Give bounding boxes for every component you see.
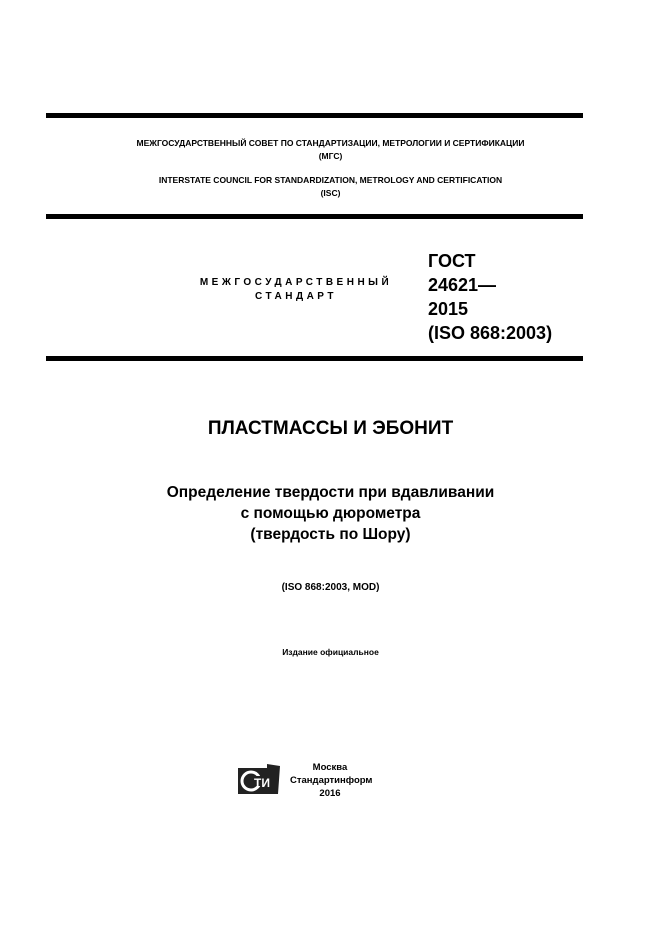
edition-label: Издание официальное bbox=[282, 647, 379, 657]
document-subtitle bbox=[0, 482, 661, 545]
iso-reference: (ISO 868:2003, MOD) bbox=[281, 582, 380, 593]
subtitle-line1: Определение твердости при вдавливании bbox=[166, 484, 495, 501]
designation-line4: (ISO 868:2003) bbox=[428, 323, 553, 343]
bottom-rule bbox=[46, 356, 583, 361]
publisher-info bbox=[290, 761, 373, 800]
council-en-abbr: (ISC) bbox=[320, 188, 341, 198]
designation-line2: 24621— bbox=[428, 275, 497, 295]
designation-line3: 2015 bbox=[428, 299, 469, 319]
publisher-name: Стандартинформ bbox=[290, 775, 373, 786]
svg-text:ТИ: ТИ bbox=[254, 776, 270, 790]
standard-type bbox=[180, 276, 412, 304]
standard-type-line1: МЕЖГОСУДАРСТВЕННЫЙ bbox=[199, 277, 393, 288]
gost-designation bbox=[428, 249, 552, 345]
document-title: ПЛАСТМАССЫ И ЭБОНИТ bbox=[207, 418, 454, 439]
standard-type-line2: СТАНДАРТ bbox=[255, 291, 337, 302]
publisher-year: 2016 bbox=[319, 788, 341, 799]
council-ru: МЕЖГОСУДАРСТВЕННЫЙ СОВЕТ ПО СТАНДАРТИЗАЦИИ, МЕТРОЛОГИИ И СЕРТИФИКАЦИИ bbox=[136, 138, 525, 148]
top-rule bbox=[46, 113, 583, 118]
council-en: INTERSTATE COUNCIL FOR STANDARDIZATION, METROLOGY AND CERTIFICATION bbox=[158, 175, 503, 185]
council-ru-abbr: (МГС) bbox=[318, 151, 343, 161]
subtitle-line3: (твердость по Шору) bbox=[250, 526, 411, 543]
designation-line1: ГОСТ bbox=[428, 251, 476, 271]
middle-rule bbox=[46, 214, 583, 219]
standartinform-logo bbox=[237, 764, 281, 796]
publisher-city: Москва bbox=[312, 762, 348, 773]
subtitle-line2: с помощью дюрометра bbox=[240, 505, 421, 522]
